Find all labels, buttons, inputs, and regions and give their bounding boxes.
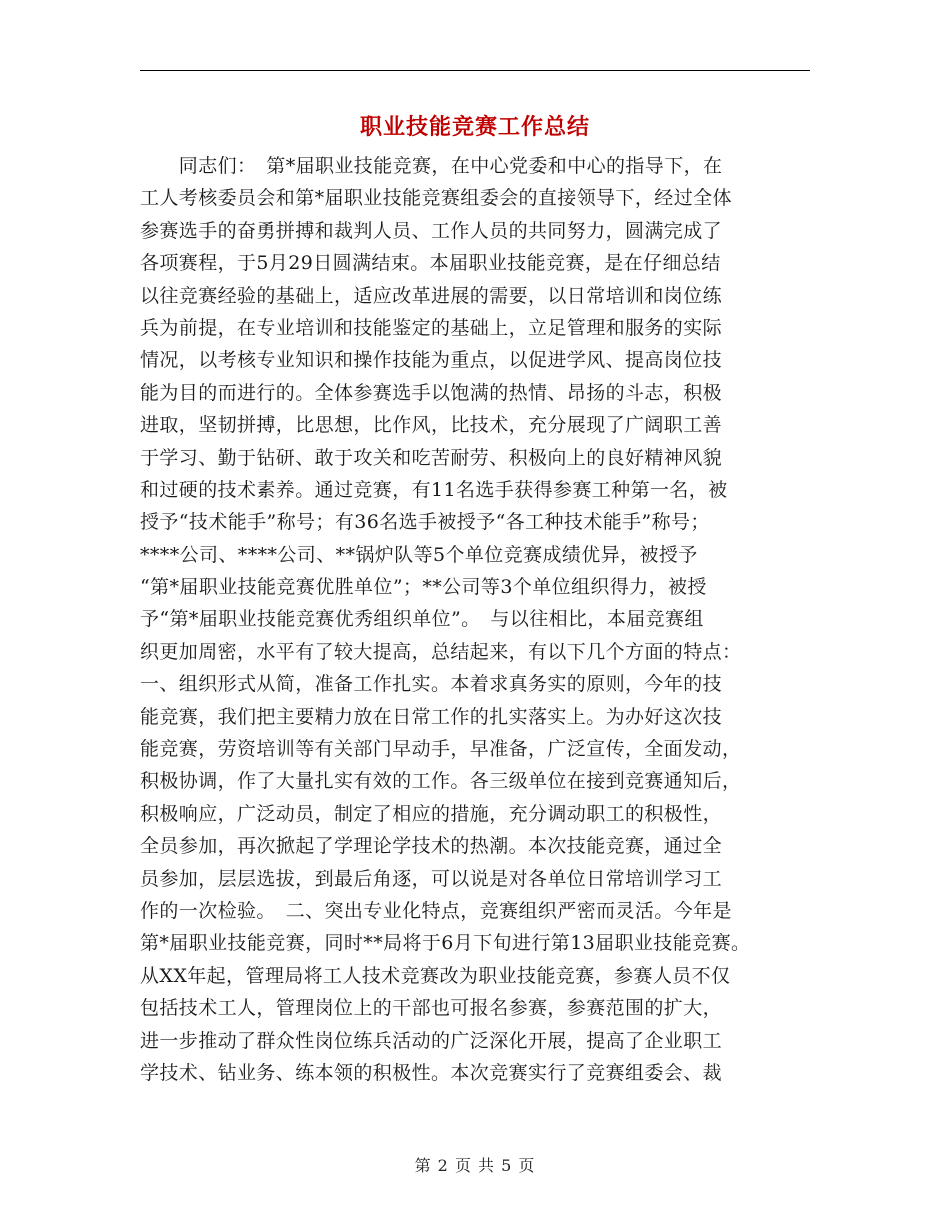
body-text-line: 以往竞赛经验的基础上，适应改革进展的需要，以日常培训和岗位练 bbox=[140, 284, 723, 307]
body-text-line: 积极响应，广泛动员，制定了相应的措施，充分调动职工的积极性， bbox=[140, 802, 723, 825]
body-text-line: 能竞赛，劳资培训等有关部门早动手，早准备，广泛宣传，全面发动， bbox=[140, 738, 742, 761]
document-body bbox=[140, 150, 830, 1089]
body-text-line: 能为目的而进行的。全体参赛选手以饱满的热情、昂扬的斗志，积极 bbox=[140, 381, 723, 404]
body-text-line: “第*届职业技能竞赛优胜单位”；**公司等3个单位组织得力，被授 bbox=[140, 576, 707, 599]
body-text-line: 一、组织形式从简，准备工作扎实。本着求真务实的原则，今年的技 bbox=[140, 673, 723, 696]
header-rule bbox=[140, 70, 810, 71]
body-text-line: 第*届职业技能竞赛，同时**局将于6月下旬进行第13届职业技能竞赛。 bbox=[140, 932, 751, 955]
body-text-line: 从XX年起，管理局将工人技术竞赛改为职业技能竞赛，参赛人员不仅 bbox=[140, 964, 731, 987]
body-text-line: 进取，坚韧拼搏，比思想，比作风，比技术，充分展现了广阔职工善 bbox=[140, 414, 723, 437]
body-text-line: 参赛选手的奋勇拼搏和裁判人员、工作人员的共同努力，圆满完成了 bbox=[140, 219, 723, 242]
body-text-line: 予“第*届职业技能竞赛优秀组织单位”。 与以往相比，本届竞赛组 bbox=[140, 608, 704, 631]
body-text-line: 学技术、钻业务、练本领的积极性。本次竞赛实行了竞赛组委会、裁 bbox=[140, 1061, 723, 1084]
body-text-line: 积极协调，作了大量扎实有效的工作。各三级单位在接到竞赛通知后， bbox=[140, 770, 742, 793]
body-text-line: 进一步推动了群众性岗位练兵活动的广泛深化开展，提高了企业职工 bbox=[140, 1029, 723, 1052]
body-text-line: 各项赛程，于5月29日圆满结束。本届职业技能竞赛，是在仔细总结 bbox=[140, 252, 721, 275]
body-text-line: 兵为前提，在专业培训和技能鉴定的基础上，立足管理和服务的实际 bbox=[140, 316, 723, 339]
body-text-line: ****公司、****公司、**锅炉队等5个单位竞赛成绩优异，被授予 bbox=[140, 543, 698, 566]
body-text-line: 工人考核委员会和第*届职业技能竞赛组委会的直接领导下，经过全体 bbox=[140, 187, 732, 210]
page-number: 第 2 页 共 5 页 bbox=[414, 1156, 536, 1175]
body-text-line: 员参加，层层选拔，到最后角逐，可以说是对各单位日常培训学习工 bbox=[140, 867, 723, 890]
body-text-line: 包括技术工人，管理岗位上的干部也可报名参赛，参赛范围的扩大， bbox=[140, 997, 723, 1020]
document-title: 职业技能竞赛工作总结 bbox=[359, 114, 590, 140]
body-text-line: 授予“技术能手”称号；有36名选手被授予“各工种技术能手”称号； bbox=[140, 511, 710, 534]
body-text-line: 织更加周密，水平有了较大提高，总结起来，有以下几个方面的特点： bbox=[140, 640, 742, 663]
body-text-line: 于学习、勤于钻研、敢于攻关和吃苦耐劳、积极向上的良好精神风貌 bbox=[140, 446, 723, 469]
body-text-line: 情况，以考核专业知识和操作技能为重点，以促进学风、提高岗位技 bbox=[140, 349, 723, 372]
body-text-line: 全员参加，再次掀起了学理论学技术的热潮。本次技能竞赛，通过全 bbox=[140, 835, 723, 858]
body-text-line: 能竞赛，我们把主要精力放在日常工作的扎实落实上。为办好这次技 bbox=[140, 705, 723, 728]
body-text-line: 作的一次检验。 二、突出专业化特点，竞赛组织严密而灵活。今年是 bbox=[140, 899, 732, 922]
body-text-line: 同志们： 第*届职业技能竞赛，在中心党委和中心的指导下，在 bbox=[140, 155, 723, 177]
body-text-line: 和过硬的技术素养。通过竞赛，有11名选手获得参赛工种第一名，被 bbox=[140, 478, 728, 501]
